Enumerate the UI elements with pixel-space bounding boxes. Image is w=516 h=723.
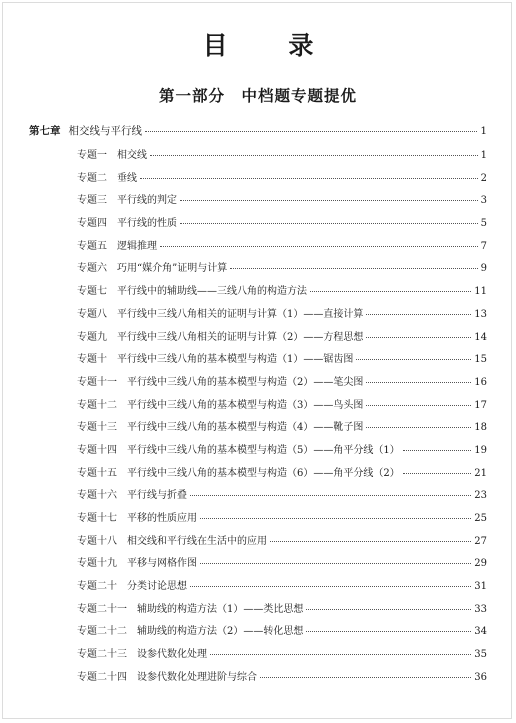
chapter-page-number: 1 — [480, 125, 487, 137]
topic-page-number: 1 — [480, 150, 487, 161]
dot-leader — [270, 540, 471, 542]
topic-number: 专题十 — [77, 354, 107, 366]
topic-page-number: 13 — [474, 308, 487, 320]
toc-topic-row[interactable] — [29, 621, 487, 644]
topic-number: 专题六 — [77, 263, 107, 275]
toc-topic-row[interactable] — [29, 485, 487, 508]
topic-label: 平移与网格作图 — [127, 558, 197, 570]
topic-number: 专题八 — [77, 308, 107, 320]
topic-number: 专题一 — [77, 150, 107, 161]
dot-leader — [160, 245, 478, 247]
topic-page-number: 34 — [474, 626, 487, 638]
dot-leader — [366, 404, 471, 406]
topic-number: 专题十七 — [77, 513, 117, 524]
topic-label: 平行线中三线八角的基本模型与构造（3）——鸟头图 — [127, 399, 364, 411]
topic-page-number: 18 — [474, 422, 487, 434]
topic-label: 平行线中三线八角相关的证明与计算（2）——方程思想 — [117, 331, 364, 343]
table-of-contents — [29, 121, 487, 690]
dot-leader — [210, 653, 471, 655]
topic-page-number: 33 — [474, 603, 487, 615]
topic-label: 平行线中三线八角的基本模型与构造（5）——角平分线（1） — [127, 444, 400, 456]
topic-label: 垂线 — [117, 172, 137, 184]
toc-topic-row[interactable] — [29, 553, 487, 576]
toc-topic-row[interactable] — [29, 463, 487, 486]
toc-topic-row[interactable] — [29, 667, 487, 690]
topic-number: 专题十九 — [77, 558, 117, 570]
dot-leader — [260, 676, 471, 678]
topic-page-number: 5 — [480, 218, 487, 230]
dot-leader — [366, 381, 471, 383]
topic-label: 辅助线的构造方法（1）——类比思想 — [137, 603, 304, 615]
dot-leader — [200, 562, 471, 564]
topic-number: 专题十一 — [77, 376, 117, 388]
dot-leader — [180, 199, 478, 201]
toc-topic-row[interactable] — [29, 213, 487, 236]
topic-label: 设参代数化处理进阶与综合 — [137, 671, 257, 683]
topic-label: 平行线中三线八角的基本模型与构造（1）——锯齿图 — [117, 354, 354, 366]
dot-leader — [180, 222, 478, 224]
topic-number: 专题二十二 — [77, 626, 127, 638]
topic-page-number: 27 — [474, 535, 487, 547]
dot-leader — [356, 358, 471, 360]
topic-number: 专题十二 — [77, 399, 117, 411]
topic-page-number: 23 — [474, 490, 487, 502]
toc-topic-row[interactable] — [29, 168, 487, 191]
topic-page-number: 35 — [474, 649, 487, 661]
dot-leader — [366, 336, 471, 338]
toc-topic-row[interactable] — [29, 236, 487, 259]
topic-label: 分类讨论思想 — [127, 581, 187, 593]
topic-page-number: 3 — [480, 195, 487, 207]
topic-page-number: 7 — [480, 240, 487, 252]
chapter-number: 第七章 — [29, 125, 61, 137]
topic-number: 专题三 — [77, 195, 107, 207]
topic-label: 逻辑推理 — [117, 240, 157, 252]
dot-leader — [190, 585, 471, 587]
topic-page-number: 15 — [474, 354, 487, 366]
topic-label: 平行线的判定 — [117, 195, 177, 207]
toc-topic-row[interactable] — [29, 304, 487, 327]
toc-topic-row[interactable] — [29, 599, 487, 622]
toc-topic-row[interactable] — [29, 531, 487, 554]
topic-number: 专题二十 — [77, 581, 117, 593]
topic-page-number: 14 — [474, 331, 487, 343]
topic-page-number: 2 — [480, 172, 487, 184]
topic-number: 专题十三 — [77, 422, 117, 434]
dot-leader — [200, 517, 471, 519]
dot-leader — [366, 426, 471, 428]
topic-label: 设参代数化处理 — [137, 649, 207, 661]
topic-label: 平行线中三线八角的基本模型与构造（2）——笔尖图 — [127, 376, 364, 388]
topic-number: 专题十八 — [77, 535, 117, 547]
topic-number: 专题七 — [77, 286, 107, 298]
toc-topic-row[interactable] — [29, 395, 487, 418]
topic-label: 平行线中三线八角的基本模型与构造（4）——靴子图 — [127, 422, 364, 434]
topic-page-number: 31 — [474, 581, 487, 593]
toc-topic-row[interactable] — [29, 372, 487, 395]
toc-topic-row[interactable] — [29, 644, 487, 667]
topic-label: 相交线和平行线在生活中的应用 — [127, 535, 267, 547]
topic-page-number: 11 — [474, 286, 487, 298]
dot-leader — [230, 267, 477, 269]
toc-chapter-row[interactable] — [29, 121, 487, 141]
topic-number: 专题四 — [77, 218, 107, 230]
dot-leader — [140, 177, 478, 179]
dot-leader — [145, 130, 477, 132]
topic-label: 平行线中三线八角的基本模型与构造（6）——角平分线（2） — [127, 467, 400, 479]
topic-page-number: 16 — [474, 376, 487, 388]
topic-page-number: 36 — [474, 671, 487, 683]
topic-list — [29, 145, 487, 690]
topic-label: 平行线中的辅助线——三线八角的构造方法 — [117, 286, 307, 298]
topic-number: 专题二十一 — [77, 603, 127, 615]
topic-label: 平移的性质应用 — [127, 513, 197, 524]
dot-leader — [306, 630, 471, 632]
topic-number: 专题二十四 — [77, 671, 127, 683]
toc-topic-row[interactable] — [29, 576, 487, 599]
topic-number: 专题九 — [77, 331, 107, 343]
topic-label: 巧用“媒介角”证明与计算 — [117, 263, 228, 275]
dot-leader — [310, 290, 471, 292]
topic-number: 专题二 — [77, 172, 107, 184]
topic-number: 专题十六 — [77, 490, 117, 502]
topic-number: 专题五 — [77, 240, 107, 252]
topic-label: 辅助线的构造方法（2）——转化思想 — [137, 626, 304, 638]
toc-topic-row[interactable] — [29, 508, 487, 531]
dot-leader — [403, 449, 472, 451]
topic-page-number: 19 — [474, 444, 487, 456]
topic-page-number: 21 — [474, 467, 487, 479]
topic-page-number: 29 — [474, 558, 487, 570]
topic-number: 专题十四 — [77, 444, 117, 456]
dot-leader — [150, 154, 478, 156]
toc-topic-row[interactable] — [29, 145, 487, 168]
topic-number: 专题二十三 — [77, 649, 127, 661]
topic-page-number: 9 — [480, 263, 487, 275]
topic-label: 平行线中三线八角相关的证明与计算（1）——直接计算 — [117, 308, 364, 320]
toc-topic-row[interactable] — [29, 327, 487, 350]
toc-topic-row[interactable] — [29, 417, 487, 440]
dot-leader — [190, 494, 471, 496]
toc-topic-row[interactable] — [29, 258, 487, 281]
toc-topic-row[interactable] — [29, 440, 487, 463]
topic-label: 相交线 — [117, 150, 147, 161]
toc-topic-row[interactable] — [29, 281, 487, 304]
chapter-label: 相交线与平行线 — [68, 125, 142, 137]
dot-leader — [403, 472, 472, 474]
topic-page-number: 17 — [474, 399, 487, 411]
dot-leader — [306, 608, 471, 610]
toc-topic-row[interactable] — [29, 190, 487, 213]
toc-title: 目 录 — [202, 31, 340, 60]
topic-label: 平行线与折叠 — [127, 490, 187, 502]
part-title: 第一部分 中档题专题提优 — [158, 86, 357, 105]
topic-label: 平行线的性质 — [117, 218, 177, 230]
topic-page-number: 25 — [474, 513, 487, 524]
topic-number: 专题十五 — [77, 467, 117, 479]
toc-topic-row[interactable] — [29, 349, 487, 372]
dot-leader — [366, 313, 471, 315]
